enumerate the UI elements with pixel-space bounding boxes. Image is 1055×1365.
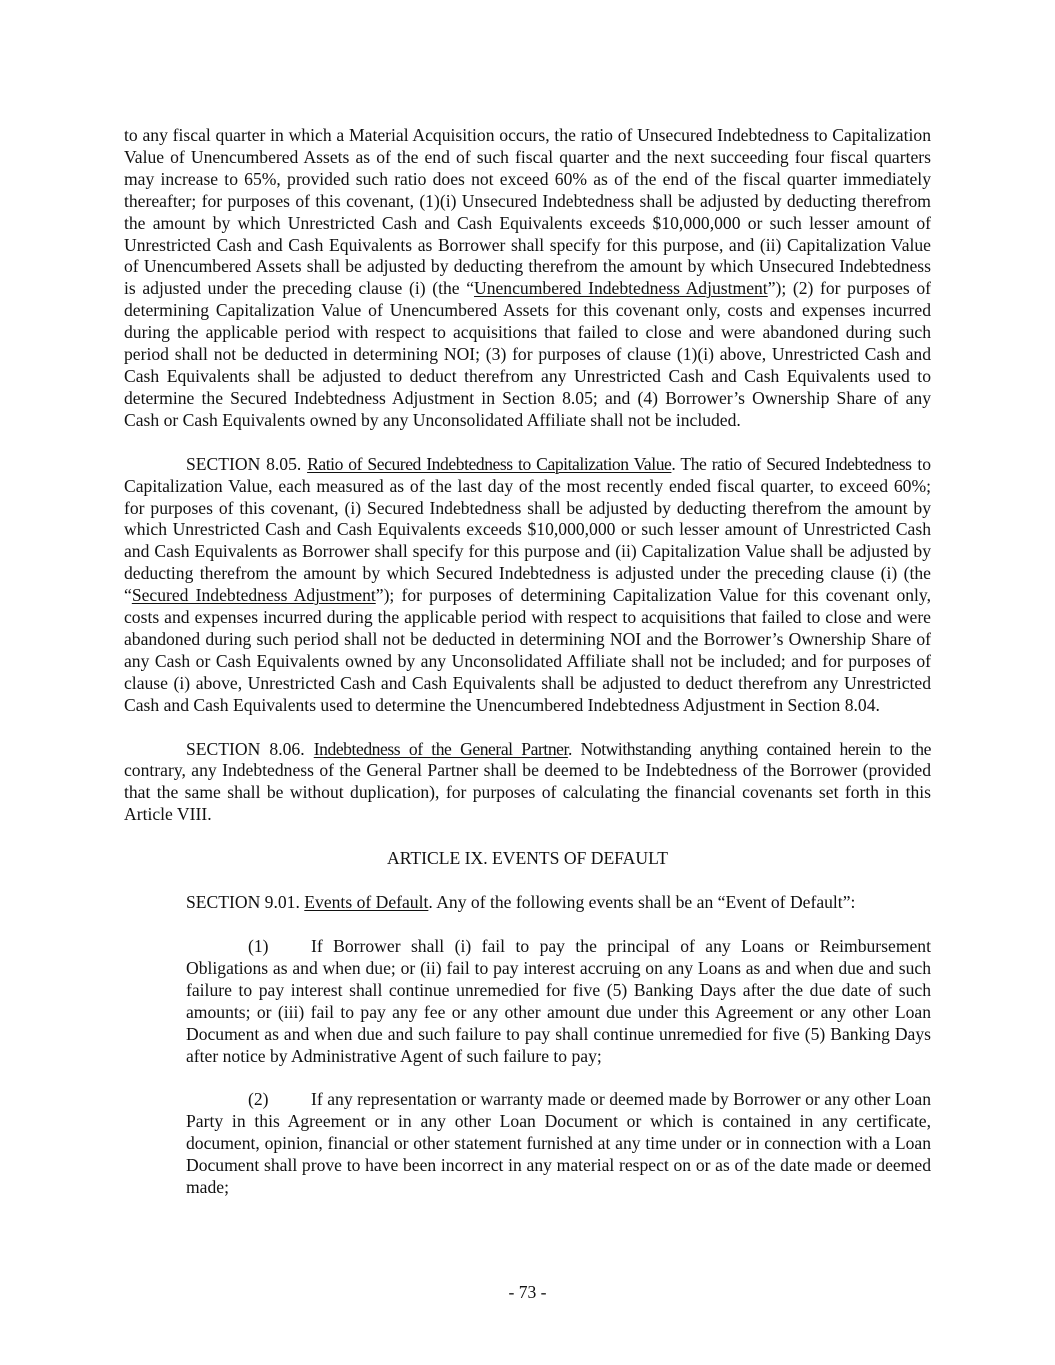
clause-text: If any representation or warranty made or deemed made by Borrower or any other Loan Party in this Agreement or in any other Loan Document or which is contained in any certificate, document, opinion, financial or other statement furnished at any time under or in connection with a Loan Document shall prove to have been incorrect in any material respect on or as of the date made or deemed made;: [186, 1089, 931, 1198]
section-number: SECTION 9.01.: [186, 892, 300, 913]
page-number: - 73 -: [508, 1282, 547, 1302]
section-number: SECTION 8.05.: [186, 453, 302, 474]
section-text: contrary, any Indebtedness of the General Partner shall be deemed to be Indebtedness of the Borrower (provided that the same shall be without duplication), for purposes of calculating the financial covenants set forth in this Article VIII.: [124, 760, 931, 825]
section-8-05: [124, 454, 931, 717]
section-text: . Any of the following events shall be an “Event of Default”:: [428, 892, 856, 913]
section-text: ”); for purposes of determining Capitalization Value for this covenant only, costs and expenses incurred during the applicable period with respect to acquisitions that failed to close and were abandoned during such period shall not be deducted in determining NOI and the Borrower’s Ownership Share of any Cash or Cash Equivalents owned by any Unconsolidated Affiliate shall not be included; and for purposes of clause (i) above, Unrestricted Cash and Cash Equivalents shall be adjusted to deduct therefrom any Unrestricted Cash and Cash Equivalents used to determine the Unencumbered Indebtedness Adjustment in Section 8.04.: [124, 585, 931, 715]
document-page: [124, 125, 931, 1221]
paragraph-text: to any fiscal quarter in which a Material Acquisition occurs, the ratio of Unsecured Indebtedness to Capitalization Value of Unencumbered Assets as of the end of such fiscal quarter and the next succeeding four fiscal quarters may increase to 65%, provided such ratio does not exceed 60% as of the end of the fiscal quarter immediately thereafter; for purposes of this covenant, (1)(i) Unsecured Indebtedness shall be adjusted by deducting therefrom the amount by which Unrestricted Cash and Cash Equivalents exceeds $10,000,000 or such lesser amount of Unrestricted Cash and Cash Equivalents as Borrower shall specify for this purpose, and (ii) Capitalization Value of Unencumbered Assets shall be adjusted by deducting therefrom the amount by which Unsecured Indebtedness is adjusted under the preceding clause (i) (the “: [124, 125, 931, 299]
section-8-06: [124, 739, 931, 827]
section-text: to Capitalization Value, each measured as of the last day of the most recently ended fiscal quarter, to exceed 60%; for purposes of this covenant, (i) Secured Indebtedness shall be adjusted by deducting therefrom the amount by which Unrestricted Cash and Cash Equivalents exceeds $10,000,000 or such lesser amount of Unrestricted Cash and Cash Equivalents as Borrower shall specify for this purpose and (ii) Capitalization Value shall be adjusted by deducting therefrom the amount by which Secured Indebtedness is adjusted under the preceding clause (i) (the “: [124, 453, 931, 606]
section-lead-text: . The ratio of Secured Indebtedness: [671, 453, 912, 474]
default-clause-2: [186, 1089, 931, 1199]
defined-term: Unencumbered Indebtedness Adjustment: [474, 278, 768, 299]
paragraph-text: ”); (2) for purposes of determining Capitalization Value of Unencumbered Assets for this covenant only, costs and expenses incurred during the applicable period with respect to acquisitions that failed to close and were abandoned during such period shall not be deducted in determining NOI; (3) for purposes of clause (1)(i) above, Unrestricted Cash and Cash Equivalents shall be adjusted to deduct therefrom any Unrestricted Cash and Cash Equivalents used to determine the Secured Indebtedness Adjustment in Section 8.05; and (4) Borrower’s Ownership Share of any Cash or Cash Equivalents owned by any Unconsolidated Affiliate shall not be included.: [124, 278, 931, 430]
default-clause-1: [186, 936, 931, 1067]
continued-paragraph: [124, 125, 931, 432]
section-title: Ratio of Secured Indebtedness to Capitalization Value: [307, 453, 672, 474]
section-lead-text: . Notwithstanding anything contained herein to the: [567, 738, 931, 759]
section-title: Events of Default: [304, 892, 429, 913]
section-number: SECTION 8.06.: [186, 738, 305, 759]
section-9-01: [124, 892, 931, 914]
defined-term: Secured Indebtedness Adjustment: [131, 585, 376, 606]
clause-number: (2): [248, 1089, 269, 1110]
clause-number: (1): [248, 936, 269, 956]
clause-text: If Borrower shall (i) fail to pay the principal of any Loans or Reimbursement Obligations as and when due; or (ii) fail to pay interest accruing on any Loans as and when due and such failure to pay interest shall continue unremedied for five (5) Banking Days after the due date of such amounts; or (iii) fail to pay any fee or any other amount due under this Agreement or any other Loan Document as and when due and such failure to pay shall continue unremedied for five (5) Banking Days after notice by Administrative Agent of such failure to pay;: [186, 936, 931, 1066]
article-heading: ARTICLE IX. EVENTS OF DEFAULT: [387, 848, 668, 869]
section-title: Indebtedness of the General Partner: [313, 738, 568, 759]
